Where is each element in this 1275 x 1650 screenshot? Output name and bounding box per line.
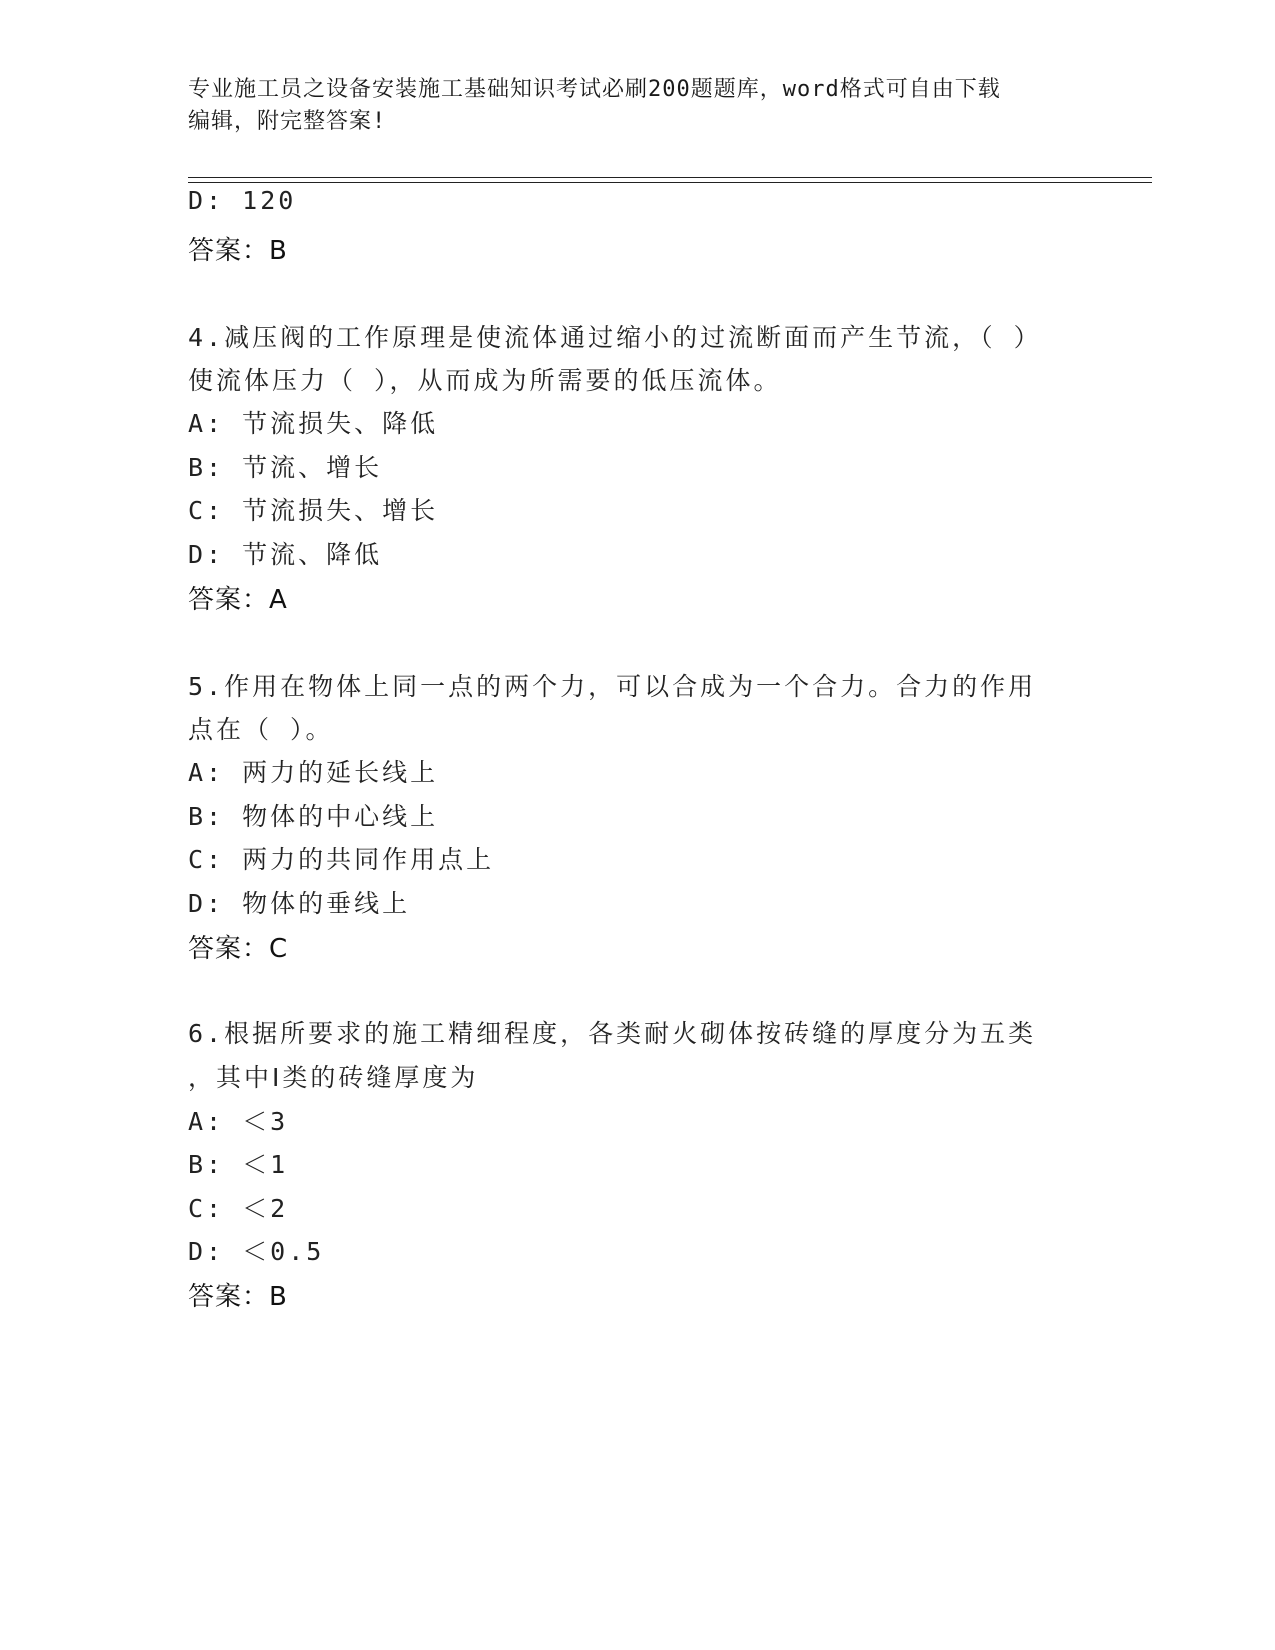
q4-answer: 答案：A [188, 585, 288, 615]
q6-stem-line2: ，其中Ⅰ类的砖缝厚度为 [188, 1063, 479, 1092]
q4-stem-line1: 4.减压阀的工作原理是使流体通过缩小的过流断面而产生节流，（ ） [188, 323, 1042, 352]
q3-option-d: D: 120 [188, 186, 297, 215]
q5-option-d: D: 物体的垂线上 [188, 889, 411, 918]
q4-option-b: B: 节流、增长 [188, 453, 383, 482]
q6-option-a: A: ＜3 [188, 1107, 289, 1136]
header-title-line1: 专业施工员之设备安装施工基础知识考试必刷200题题库，word格式可自由下载 [188, 77, 1001, 102]
q4-option-c: C: 节流损失、增长 [188, 496, 439, 525]
q5-option-b: B: 物体的中心线上 [188, 802, 439, 831]
header-divider-top [188, 177, 1152, 178]
q6-option-c: C: ＜2 [188, 1194, 289, 1223]
q6-stem-line1: 6.根据所要求的施工精细程度，各类耐火砌体按砖缝的厚度分为五类 [188, 1019, 1037, 1048]
document-header [188, 74, 1088, 138]
q5-stem-line1: 5.作用在物体上同一点的两个力，可以合成为一个合力。合力的作用 [188, 672, 1037, 701]
q4-stem-line2: 使流体压力（ ），从而成为所需要的低压流体。 [188, 366, 782, 395]
q5-option-c: C: 两力的共同作用点上 [188, 845, 495, 874]
q4-option-d: D: 节流、降低 [188, 540, 383, 569]
q5-option-a: A: 两力的延长线上 [188, 758, 439, 787]
q6-option-b: B: ＜1 [188, 1150, 289, 1179]
q4-option-a: A: 节流损失、降低 [188, 409, 439, 438]
header-divider-bottom [188, 182, 1152, 183]
q6-answer: 答案：B [188, 1282, 288, 1312]
q5-answer: 答案：C [188, 934, 289, 964]
q3-answer: 答案：B [188, 236, 288, 266]
header-title-line2: 编辑，附完整答案! [188, 109, 387, 134]
q5-stem-line2: 点在（ ）。 [188, 715, 334, 744]
q6-option-d: D: ＜0.5 [188, 1237, 325, 1266]
